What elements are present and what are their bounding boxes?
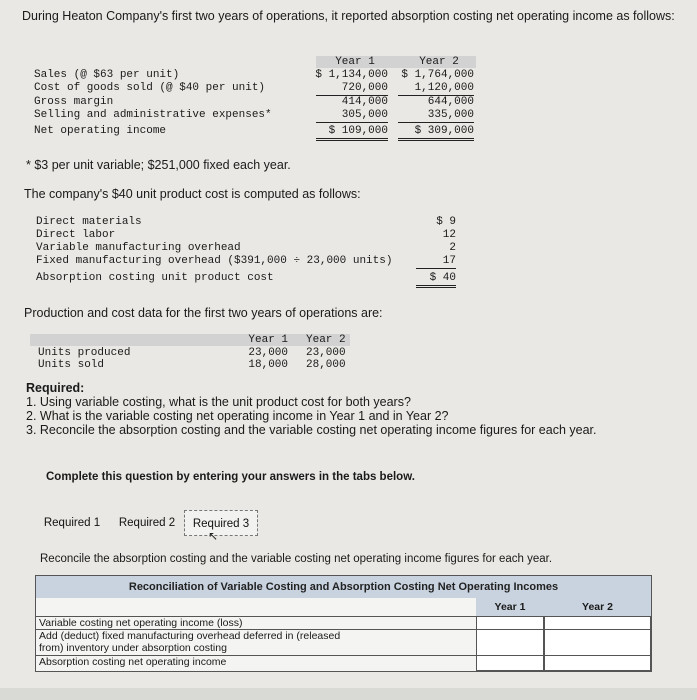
production-row-label-0: Units produced: [38, 347, 131, 359]
income-row-y2-1: 1,120,000: [398, 82, 474, 96]
recon-input-y2-row2[interactable]: [544, 655, 651, 671]
production-row-y2-0: 23,000: [306, 347, 346, 359]
income-row-label-2: Gross margin: [34, 96, 114, 108]
unit-cost-value-2: 2: [449, 242, 456, 254]
required-item-1: 1. Using variable costing, what is the unit product cost for both years?: [26, 395, 411, 409]
income-row-y1-0: $ 1,134,000: [315, 69, 388, 81]
income-row-label-0: Sales (@ $63 per unit): [34, 69, 180, 81]
production-row-label-1: Units sold: [38, 359, 105, 371]
income-row-y1-3: 305,000: [316, 109, 388, 123]
unit-cost-label-1: Direct labor: [36, 229, 116, 241]
tab-required-1[interactable]: Required 1: [43, 517, 101, 529]
production-col-year1: Year 1: [248, 334, 288, 346]
unit-cost-label-2: Variable manufacturing overhead: [36, 242, 241, 254]
required-heading: Required:: [26, 381, 85, 395]
recon-row-label-2: Absorption costing net operating income: [36, 655, 544, 672]
required-item-3: 3. Reconcile the absorption costing and the variable costing net operating income figures for each year.: [26, 423, 597, 437]
footnote: * $3 per unit variable; $251,000 fixed each year.: [26, 158, 291, 172]
recon-row-label-1: Add (deduct) fixed manufacturing overhead deferred in (released from) inventory under absorption costing: [36, 629, 544, 655]
income-row-y1-4: $ 109,000: [316, 125, 388, 141]
income-row-y2-4: $ 309,000: [398, 125, 474, 141]
unit-cost-label-3: Fixed manufacturing overhead ($391,000 ÷ 23,000 units): [36, 255, 393, 267]
income-row-y2-2: 644,000: [427, 96, 474, 108]
intro-text: During Heaton Company's first two years of operations, it reported absorption costing net operating income as follows:: [22, 9, 675, 23]
question-text: Reconcile the absorption costing and the variable costing net operating income figures for each year.: [40, 553, 553, 565]
recon-input-y1-row2[interactable]: [476, 655, 544, 671]
income-row-y2-3: 335,000: [398, 109, 474, 123]
required-item-2: 2. What is the variable costing net operating income in Year 1 and in Year 2?: [26, 409, 449, 423]
unit-cost-value-4: $ 40: [416, 272, 456, 288]
income-col-year2: Year 2: [419, 56, 459, 68]
production-row-y1-0: 23,000: [248, 347, 288, 359]
recon-col-year2: Year 2: [544, 598, 651, 616]
recon-input-y2-row1[interactable]: [544, 629, 651, 656]
reconciliation-title: Reconciliation of Variable Costing and Absorption Costing Net Operating Incomes: [36, 576, 651, 598]
tab-required-3[interactable]: Required 3: [184, 510, 258, 536]
income-row-y2-0: $ 1,764,000: [401, 69, 474, 81]
recon-input-y1-row0[interactable]: [476, 616, 544, 630]
unit-cost-value-1: 12: [442, 229, 456, 241]
income-row-label-3: Selling and administrative expenses*: [34, 109, 272, 121]
production-col-year2: Year 2: [306, 334, 346, 346]
income-row-label-4: Net operating income: [34, 125, 167, 137]
income-col-year1: Year 1: [335, 56, 375, 68]
recon-input-y1-row1[interactable]: [476, 629, 544, 656]
unit-cost-intro: The company's $40 unit product cost is computed as follows:: [24, 187, 361, 201]
production-row-y1-1: 18,000: [248, 359, 288, 371]
recon-row-label-0: Variable costing net operating income (loss): [36, 616, 544, 629]
unit-cost-label-4: Absorption costing unit product cost: [36, 272, 274, 284]
unit-cost-value-3: 17: [416, 255, 456, 269]
production-intro: Production and cost data for the first two years of operations are:: [24, 306, 383, 320]
instruction-text: Complete this question by entering your answers in the tabs below.: [46, 471, 415, 483]
unit-cost-label-0: Direct materials: [36, 216, 142, 228]
recon-col-year1: Year 1: [476, 598, 544, 616]
tab-required-2[interactable]: Required 2: [118, 517, 176, 529]
cursor-icon: ↖: [208, 529, 219, 543]
production-header-bar: [30, 334, 350, 346]
unit-cost-value-0: $ 9: [436, 216, 456, 228]
income-row-label-1: Cost of goods sold (@ $40 per unit): [34, 82, 266, 94]
reconciliation-table: [35, 575, 652, 672]
recon-input-y2-row0[interactable]: [544, 616, 651, 630]
income-row-y1-2: 414,000: [341, 96, 388, 108]
production-row-y2-1: 28,000: [306, 359, 346, 371]
bottom-divider: [0, 688, 697, 700]
income-row-y1-1: 720,000: [316, 82, 388, 96]
